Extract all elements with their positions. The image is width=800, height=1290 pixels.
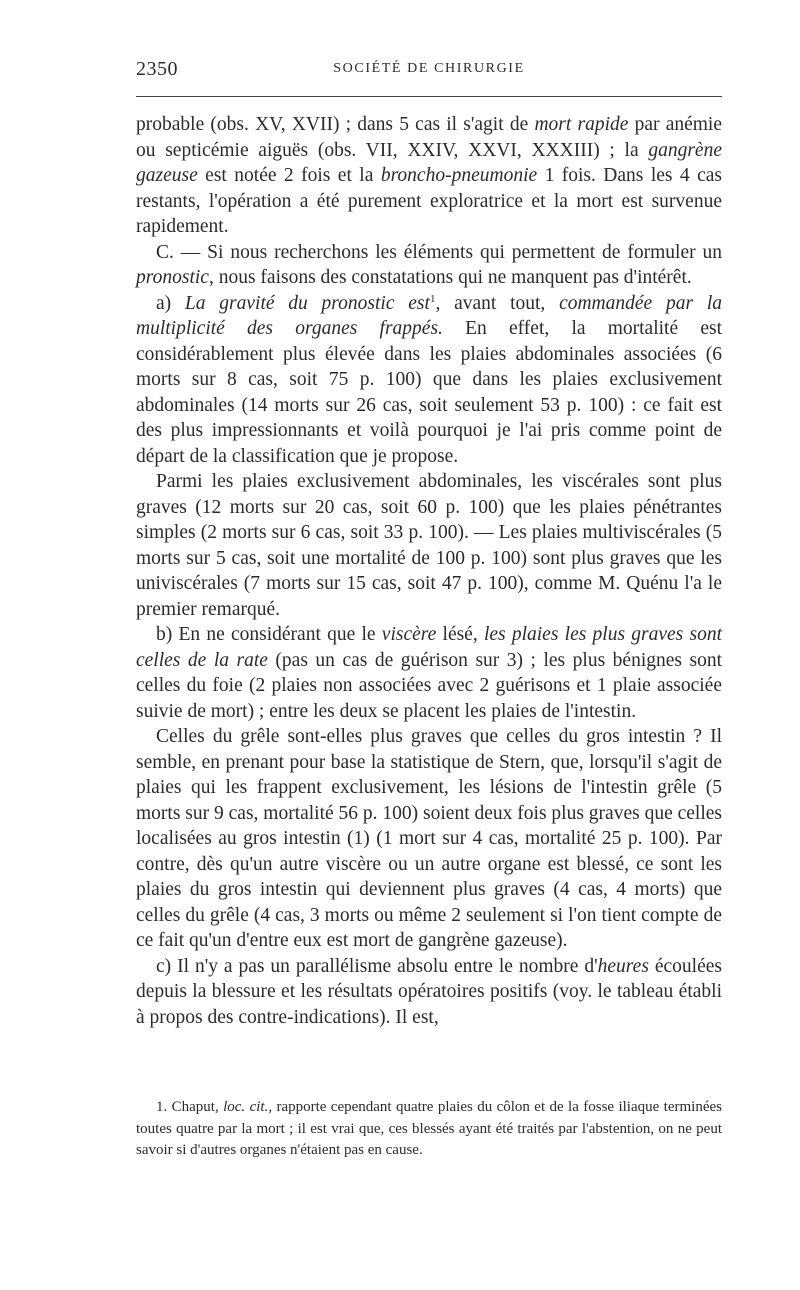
italic-run: mort rapide [534, 114, 629, 135]
paragraph-2 [136, 240, 722, 291]
italic-run: broncho-pneumonie [380, 165, 538, 186]
paragraph-6: Celles du grêle sont-elles plus graves que celles du gros intestin ? Il semble, en prenant pour base la statistique de Stern, que, lorsqu'il s'agit de plaies qui les frappent exclusivement, les lésions de l'intestin grêle (5 morts sur 9 cas, mortalité 56 p. 100) soient deux fois plus graves que celles localisées au gros intestin (1) (1 mort sur 4 cas, mortalité 25 p. 100). Par contre, dès qu'un autre viscère ou un autre organe est blessé, ce sont les plaies du gros intestin qui deviennent plus graves (4 cas, 4 morts) que celles du grêle (4 cas, 3 morts ou même 2 seulement si l'on tient compte de ce fait qu'un d'entre eux est mort de gangrène gazeuse). [136, 726, 722, 951]
italic-run: loc. cit. [223, 1099, 269, 1115]
footnote-marker: 1 [429, 292, 436, 305]
italic-run: commandée par la multiplicité des organes frappés. [136, 292, 722, 339]
italic-run: viscère [381, 624, 437, 645]
paragraph-4: Parmi les plaies exclusivement abdominales, les viscérales sont plus graves (12 morts sur 20 cas, soit 60 p. 100) que les plaies pénétrantes simples (2 morts sur 6 cas, soit 33 p. 100). — Les plaies multiviscérales (5 morts sur 5 cas, soit une mortalité de 100 p. 100) sont plus graves que les univiscérales (7 morts sur 15 cas, soit 47 p. 100), comme M. Quénu l'a le premier remarqué. [136, 471, 722, 620]
text-run: est notée 2 fois et la [197, 165, 381, 186]
body-text [136, 112, 722, 1030]
text-run: (pas un cas de guérison sur 3) ; les plus bénignes sont celles du foie (2 plaies non associées avec 2 guérisons et 1 plaie associée suivie de mort) ; entre les deux se placent les plaies de l'intestin. [136, 649, 723, 722]
running-head: SOCIÉTÉ DE CHIRURGIE [333, 61, 525, 76]
paragraph-3 [136, 291, 722, 470]
text-run: probable (obs. XV, XVII) ; dans 5 cas il s'agit de [136, 114, 535, 135]
italic-run: pronostic [136, 267, 209, 288]
text-run: 1. Chaput, [156, 1099, 224, 1115]
footnote-1 [136, 1097, 722, 1162]
italic-run: les plaies les plus graves sont celles de la rate [136, 624, 722, 671]
header-rule [136, 96, 722, 97]
text-run: 1 fois. Dans les 4 cas restants, l'opération a été purement exploratrice et la mort est survenue rapidement. [136, 165, 722, 237]
italic-run: heures [597, 955, 649, 977]
paragraph-7 [136, 954, 722, 1031]
italic-run: gangrène gazeuse [136, 139, 722, 186]
italic-run: La gravité du pronostic est [184, 292, 430, 314]
text-run: écoulées depuis la blessure et les résultats opératoires positifs (voy. le tableau établi à propos des contre-indications). Il est, [136, 955, 722, 1028]
text-run: , avant tout, [435, 292, 560, 314]
text-run: En effet, la mortalité est considérablement plus élevée dans les plaies abdominales associées (6 morts sur 8 cas, soit 75 p. 100) que dans les plaies exclusivement abdominales (14 morts sur 26 cas, soit seulement 53 p. 100) : ce fait est des plus impressionnants et voilà pourquoi je l'ai pris comme point de départ de la classification que je propose. [136, 318, 722, 467]
text-run: C. — Si nous recherchons les éléments qui permettent de formuler un [156, 241, 722, 263]
page-header [136, 58, 722, 88]
page-number: 2350 [136, 58, 178, 80]
text-run: , rapporte cependant quatre plaies du côlon et de la fosse iliaque terminées toutes quatre par la mort ; il est vrai que, ces blessés ayant été traités par l'abstention, on ne peut savoir si d'autres organes n'étaient pas en cause. [136, 1099, 722, 1158]
text-run: lésé, [436, 624, 484, 645]
text-run: c) Il n'y a pas un parallélisme absolu entre le nombre d' [156, 955, 598, 977]
text-run: b) En ne considérant que le [156, 624, 382, 645]
text-run: par anémie ou septicémie aiguës (obs. VII, XXIV, XXVI, XXXIII) ; la [136, 114, 723, 161]
paragraph-1 [136, 112, 722, 240]
footnote [136, 1097, 722, 1162]
text-run: , nous faisons des constatations qui ne manquent pas d'intérêt. [208, 267, 692, 288]
text-run: a) [156, 292, 185, 314]
paragraph-5 [136, 622, 722, 724]
